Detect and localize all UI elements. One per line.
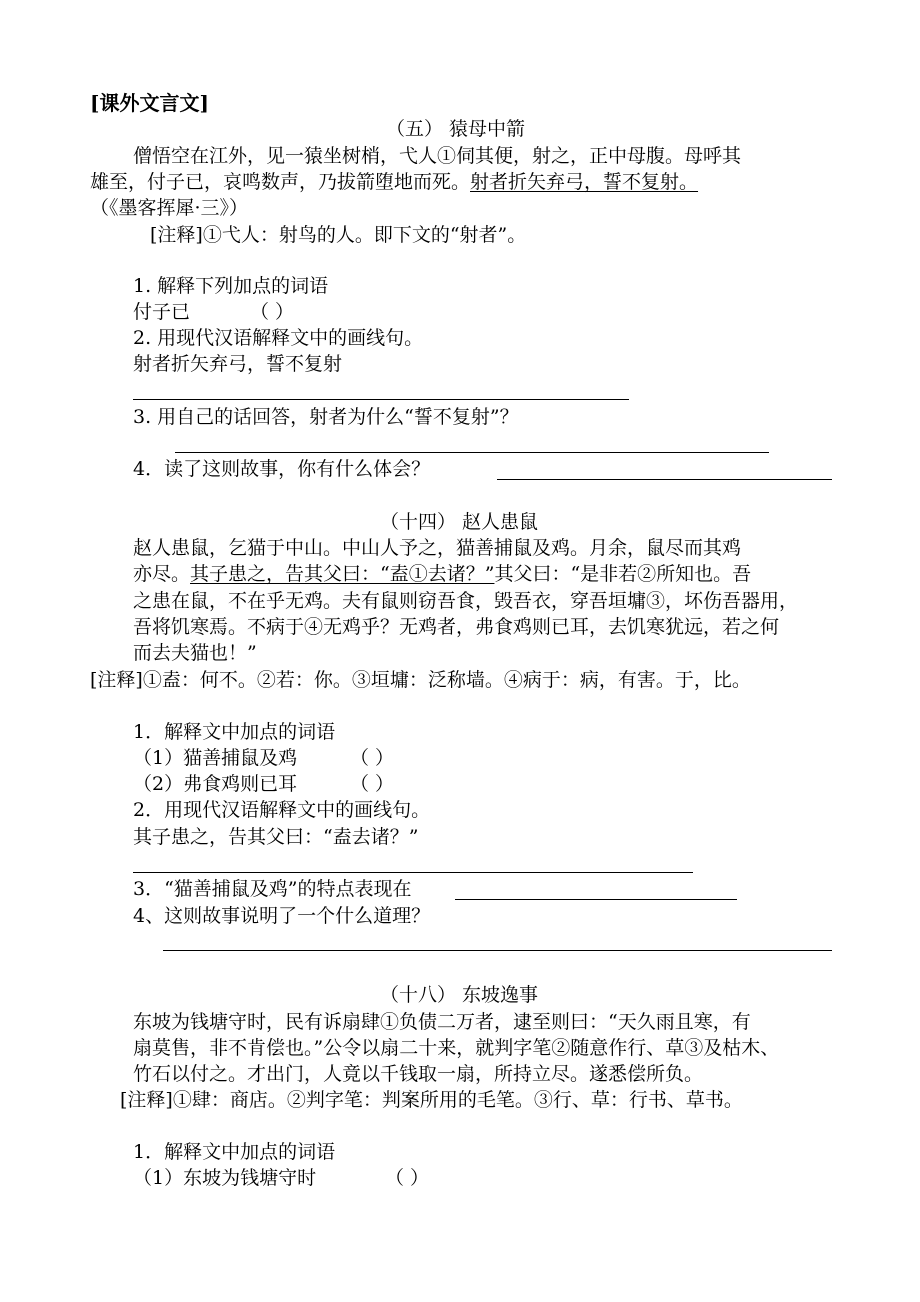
passage-line: 东坡为钱塘守时，民有诉扇肆①负债二万者，逮至则曰：“天久雨且寒，有 bbox=[133, 1011, 751, 1033]
question-sentence: 其子患之，告其父曰：“盍去诸？” bbox=[133, 826, 419, 848]
question-term: （1）猫善捕鼠及鸡 bbox=[133, 747, 298, 769]
passage-line: 而去夫猫也！” bbox=[133, 642, 257, 664]
question-1: 1．解释文中加点的词语 bbox=[133, 721, 336, 743]
passage-line: 扇莫售，非不肯偿也。”公令以扇二十来，就判字笔②随意作行、草③及枯木、 bbox=[133, 1037, 780, 1059]
underlined-sentence: 射者折矢弃弓，誓不复射。 bbox=[470, 171, 699, 193]
answer-line[interactable] bbox=[163, 950, 832, 951]
answer-line[interactable] bbox=[455, 899, 737, 900]
question-4: 4．读了这则故事，你有什么体会？ bbox=[133, 458, 431, 480]
passage-text: 亦尽。 bbox=[133, 563, 191, 585]
answer-parentheses[interactable]: （ ） bbox=[385, 1167, 430, 1189]
answer-parentheses[interactable]: （ ） bbox=[250, 301, 295, 323]
passage-line: 竹石以付之。才出门，人竟以千钱取一扇，所持立尽。遂悉偿所负。 bbox=[133, 1063, 704, 1085]
question-3: 3．“猫善捕鼠及鸡”的特点表现在 bbox=[133, 878, 412, 900]
passage-line bbox=[133, 561, 751, 587]
question-4: 4、这则故事说明了一个什么道理？ bbox=[133, 905, 431, 927]
answer-line[interactable] bbox=[497, 479, 832, 480]
question-3: 3. 用自己的话回答，射者为什么“誓不复射”？ bbox=[133, 406, 519, 428]
passage-text: 其父曰：“是非若②所知也。吾 bbox=[494, 563, 752, 585]
passage-line: 僧悟空在江外，见一猿坐树梢，弋人①伺其便，射之，正中母腹。母呼其 bbox=[133, 145, 742, 167]
answer-line[interactable] bbox=[175, 452, 769, 453]
question-term: （1）东坡为钱塘守时 bbox=[133, 1167, 317, 1189]
question-term: （2）弗食鸡则已耳 bbox=[133, 773, 298, 795]
question-2: 2．用现代汉语解释文中的画线句。 bbox=[133, 799, 431, 821]
passage-title: （十八） 东坡逸事 bbox=[380, 984, 539, 1006]
passage-title: （十四） 赵人患鼠 bbox=[380, 511, 539, 533]
question-sentence: 射者折矢弃弓，誓不复射 bbox=[133, 353, 343, 375]
footnote: [注释]①弋人：射鸟的人。即下文的“射者”。 bbox=[150, 224, 527, 246]
source-citation: （《墨客挥犀·三》） bbox=[90, 197, 249, 219]
footnote: [注释]①盍：何不。②若：你。③垣墉：泛称墙。④病于：病，有害。于，比。 bbox=[90, 669, 751, 691]
question-1: 1．解释文中加点的词语 bbox=[133, 1141, 336, 1163]
question-2: 2. 用现代汉语解释文中的画线句。 bbox=[133, 327, 424, 349]
section-heading: [课外文言文] bbox=[90, 91, 209, 115]
passage-line bbox=[90, 169, 698, 195]
answer-line[interactable] bbox=[133, 872, 693, 873]
passage-line: 赵人患鼠，乞猫于中山。中山人予之，猫善捕鼠及鸡。月余，鼠尽而其鸡 bbox=[133, 537, 742, 559]
passage-line: 吾将饥寒焉。不病于④无鸡乎？无鸡者，弗食鸡则已耳，去饥寒犹远，若之何 bbox=[133, 616, 780, 638]
question-1: 1. 解释下列加点的词语 bbox=[133, 275, 329, 297]
answer-parentheses[interactable]: （ ） bbox=[350, 773, 395, 795]
question-term: 付子已 bbox=[133, 301, 191, 323]
passage-text: 雄至，付子已，哀鸣数声，乃拔箭堕地而死。 bbox=[90, 171, 471, 193]
passage-line: 之患在鼠，不在乎无鸡。夫有鼠则窃吾食，毁吾衣，穿吾垣墉③，坏伤吾器用， bbox=[133, 590, 799, 612]
passage-title: （五） 猿母中箭 bbox=[386, 118, 526, 140]
underlined-sentence: 其子患之，告其父曰：“盍①去诸？” bbox=[190, 563, 495, 585]
answer-parentheses[interactable]: （ ） bbox=[350, 747, 395, 769]
footnote: [注释]①肆：商店。②判字笔：判案所用的毛笔。③行、草：行书、草书。 bbox=[120, 1089, 743, 1111]
answer-line[interactable] bbox=[133, 399, 629, 400]
